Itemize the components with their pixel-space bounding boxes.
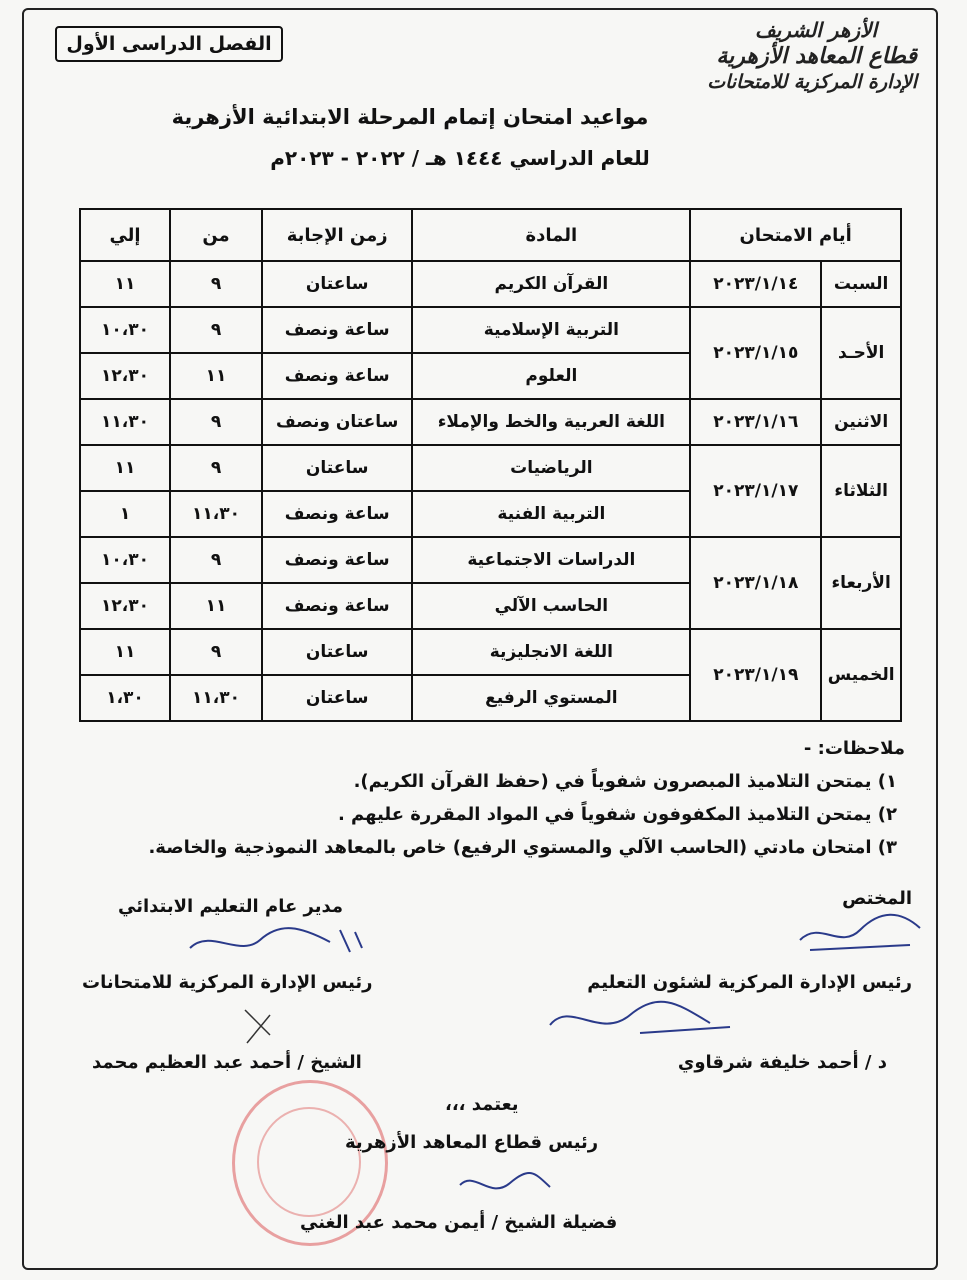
exam-schedule-table	[79, 208, 902, 722]
subject-cell: العلوم	[412, 353, 690, 399]
to-cell: ١١	[80, 629, 170, 675]
specialist-label: المختص	[842, 888, 912, 909]
header-duration: زمن الإجابة	[262, 209, 412, 261]
day-cell: الأحـد	[821, 307, 901, 399]
notes-header: ملاحظات: -	[803, 738, 905, 759]
duration-cell: ساعة ونصف	[262, 307, 412, 353]
duration-cell: ساعتان	[262, 445, 412, 491]
from-cell: ٩	[170, 399, 262, 445]
day-cell: الخميس	[821, 629, 901, 721]
table-row	[80, 261, 901, 307]
table-row	[80, 307, 901, 353]
from-cell: ١١	[170, 353, 262, 399]
duration-cell: ساعتان	[262, 629, 412, 675]
table-row	[80, 537, 901, 583]
sector-head-name: فضيلة الشيخ / أيمن محمد عبد الغني	[300, 1212, 618, 1233]
duration-cell: ساعة ونصف	[262, 537, 412, 583]
day-cell: الثلاثاء	[821, 445, 901, 537]
to-cell: ١٠،٣٠	[80, 537, 170, 583]
date-cell: ٢٠٢٣/١/١٩	[690, 629, 821, 721]
subject-cell: الحاسب الآلي	[412, 583, 690, 629]
sector-head-label: رئيس قطاع المعاهد الأزهرية	[345, 1132, 599, 1153]
date-cell: ٢٠٢٣/١/١٧	[690, 445, 821, 537]
subject-cell: التربية الفنية	[412, 491, 690, 537]
from-cell: ٩	[170, 445, 262, 491]
header-from: من	[170, 209, 262, 261]
date-cell: ٢٠٢٣/١/١٤	[690, 261, 821, 307]
head-exams-signature-icon	[235, 1005, 285, 1050]
table-row	[80, 399, 901, 445]
day-cell: الاثنين	[821, 399, 901, 445]
from-cell: ١١	[170, 583, 262, 629]
to-cell: ١،٣٠	[80, 675, 170, 721]
org-line-1: الأزهر الشريف	[755, 18, 877, 42]
duration-cell: ساعة ونصف	[262, 583, 412, 629]
duration-cell: ساعتان	[262, 261, 412, 307]
to-cell: ١٠،٣٠	[80, 307, 170, 353]
organization-header	[667, 18, 917, 94]
to-cell: ١٢،٣٠	[80, 583, 170, 629]
header-to: إلي	[80, 209, 170, 261]
head-exams-name: الشيخ / أحمد عبد العظيم محمد	[92, 1052, 362, 1073]
subject-cell: اللغة الانجليزية	[412, 629, 690, 675]
to-cell: ١	[80, 491, 170, 537]
table-row	[80, 629, 901, 675]
org-line-2: قطاع المعاهد الأزهرية	[716, 43, 917, 69]
table-header-row	[80, 209, 901, 261]
note-item: ٢) يمتحن التلاميذ المكفوفون شفوياً في المواد المقررة عليهم .	[337, 804, 897, 825]
date-cell: ٢٠٢٣/١/١٨	[690, 537, 821, 629]
sector-head-signature-icon	[450, 1165, 560, 1205]
duration-cell: ساعة ونصف	[262, 353, 412, 399]
header-days: أيام الامتحان	[690, 209, 901, 261]
from-cell: ٩	[170, 537, 262, 583]
header-subject: المادة	[412, 209, 690, 261]
subject-cell: اللغة العربية والخط والإملاء	[412, 399, 690, 445]
date-cell: ٢٠٢٣/١/١٦	[690, 399, 821, 445]
from-cell: ٩	[170, 307, 262, 353]
approval-label: يعتمد ،،،	[445, 1094, 519, 1115]
day-cell: السبت	[821, 261, 901, 307]
notes-section	[85, 738, 905, 870]
stamp-inner-ring	[257, 1107, 361, 1217]
subject-cell: التربية الإسلامية	[412, 307, 690, 353]
head-education-label: رئيس الإدارة المركزية لشئون التعليم	[587, 972, 912, 993]
director-primary-label: مدير عام التعليم الابتدائي	[118, 896, 344, 917]
head-education-name: د / أحمد خليفة شرقاوي	[677, 1052, 887, 1073]
duration-cell: ساعة ونصف	[262, 491, 412, 537]
date-cell: ٢٠٢٣/١/١٥	[690, 307, 821, 399]
duration-cell: ساعتان ونصف	[262, 399, 412, 445]
from-cell: ١١،٣٠	[170, 675, 262, 721]
to-cell: ١١	[80, 261, 170, 307]
day-cell: الأربعاء	[821, 537, 901, 629]
document-subtitle: للعام الدراسي ١٤٤٤ هـ / ٢٠٢٢ - ٢٠٢٣م	[270, 146, 650, 170]
from-cell: ١١،٣٠	[170, 491, 262, 537]
from-cell: ٩	[170, 261, 262, 307]
head-education-signature-icon	[540, 995, 740, 1045]
director-signature-icon	[180, 918, 370, 964]
to-cell: ١٢،٣٠	[80, 353, 170, 399]
from-cell: ٩	[170, 629, 262, 675]
duration-cell: ساعتان	[262, 675, 412, 721]
specialist-signature-icon	[790, 900, 930, 960]
semester-label: الفصل الدراسى الأول	[55, 26, 283, 62]
org-line-3: الإدارة المركزية للامتحانات	[707, 70, 917, 93]
subject-cell: الدراسات الاجتماعية	[412, 537, 690, 583]
subject-cell: المستوي الرفيع	[412, 675, 690, 721]
table-row	[80, 445, 901, 491]
note-item: ١) يمتحن التلاميذ المبصرون شفوياً في (حفظ القرآن الكريم).	[353, 771, 897, 792]
to-cell: ١١	[80, 445, 170, 491]
subject-cell: القرآن الكريم	[412, 261, 690, 307]
document-title: مواعيد امتحان إتمام المرحلة الابتدائية الأزهرية	[171, 105, 649, 129]
head-exams-label: رئيس الإدارة المركزية للامتحانات	[82, 972, 373, 993]
note-item: ٣) امتحان مادتي (الحاسب الآلي والمستوي الرفيع) خاص بالمعاهد النموذجية والخاصة.	[148, 837, 897, 858]
subject-cell: الرياضيات	[412, 445, 690, 491]
to-cell: ١١،٣٠	[80, 399, 170, 445]
